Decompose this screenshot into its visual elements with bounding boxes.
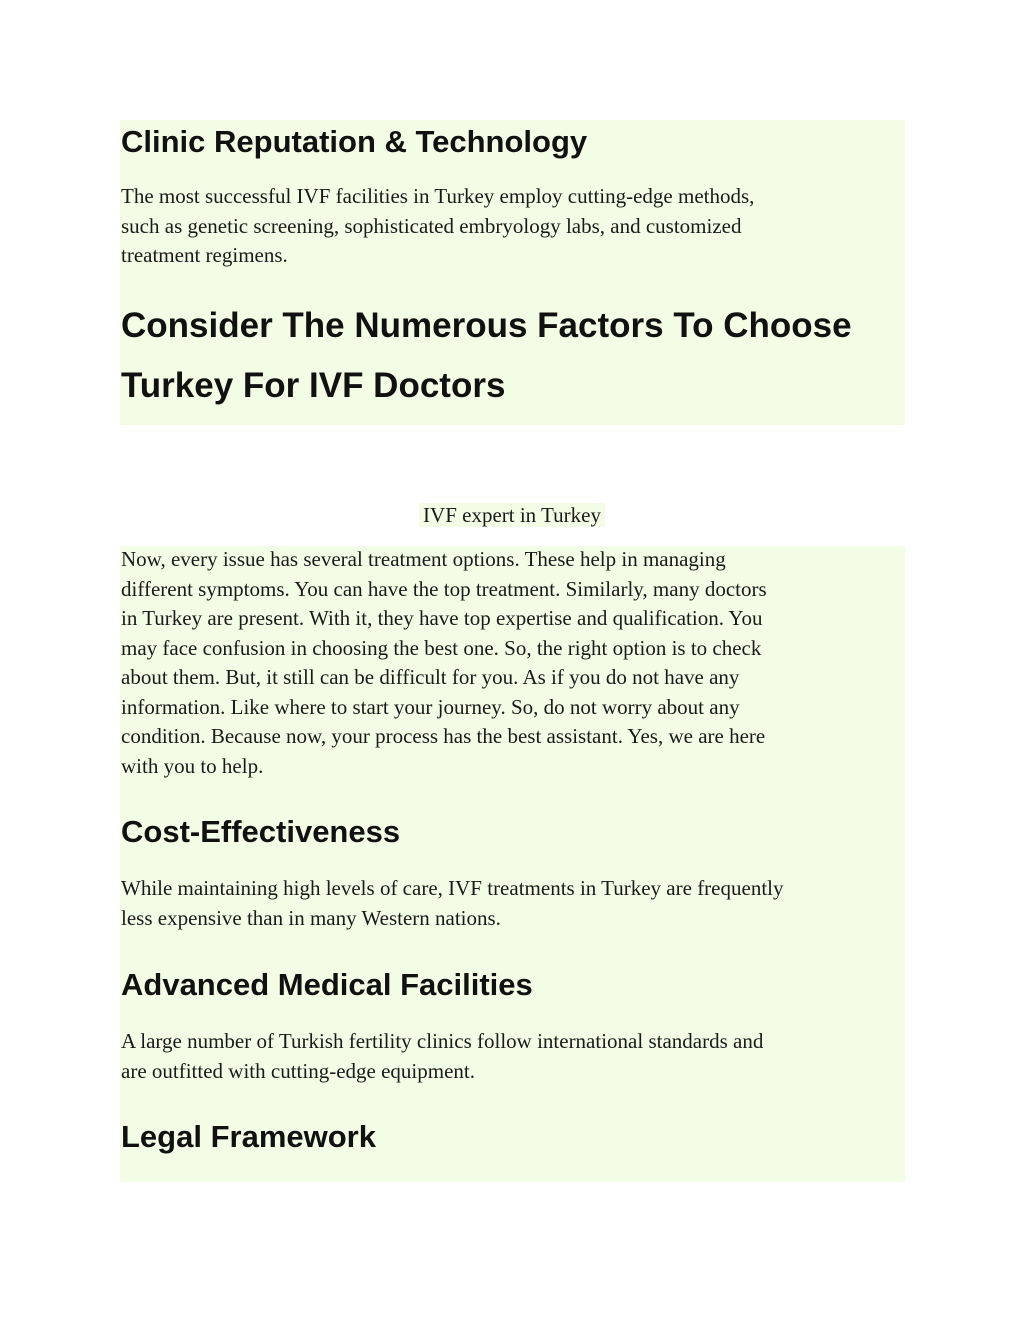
heading-cost-effectiveness: Cost-Effectiveness (121, 814, 401, 849)
text-line: different symptoms. You can have the top treatment. Similarly, many doctors (121, 576, 767, 601)
paragraph-cost-effectiveness (121, 874, 911, 933)
paragraph-intro (121, 545, 911, 781)
text-line: A large number of Turkish fertility clinics follow international standards and (121, 1029, 764, 1053)
paragraph-clinic-reputation (121, 182, 911, 271)
image-caption-text: IVF expert in Turkey (419, 503, 605, 527)
text-line: with you to help. (121, 753, 264, 778)
text-line: less expensive than in many Western nations. (121, 905, 501, 930)
paragraph-advanced-facilities (121, 1027, 911, 1086)
text-line: may face confusion in choosing the best one. So, the right option is to check (121, 635, 762, 660)
text-line: While maintaining high levels of care, IVF treatments in Turkey are frequently (121, 876, 784, 900)
image-caption (0, 501, 1024, 530)
text-line: treatment regimens. (121, 243, 288, 267)
text-line: are outfitted with cutting-edge equipment. (121, 1058, 475, 1083)
heading-legal-framework: Legal Framework (121, 1119, 376, 1154)
heading-advanced-facilities: Advanced Medical Facilities (121, 967, 533, 1002)
heading-line: Turkey For IVF Doctors (121, 366, 506, 405)
text-line: about them. But, it still can be difficult for you. As if you do not have any (121, 665, 740, 689)
text-line: such as genetic screening, sophisticated embryology labs, and customized (121, 213, 742, 238)
heading-line: Consider The Numerous Factors To Choose (121, 306, 852, 345)
text-line: information. Like where to start your journey. So, do not worry about any (121, 694, 740, 719)
heading-consider-factors (121, 296, 852, 416)
text-line: condition. Because now, your process has the best assistant. Yes, we are here (121, 724, 766, 748)
heading-clinic-reputation: Clinic Reputation & Technology (121, 124, 588, 159)
text-line: in Turkey are present. With it, they have top expertise and qualification. You (121, 606, 763, 630)
text-line: Now, every issue has several treatment options. These help in managing (121, 547, 726, 571)
text-line: The most successful IVF facilities in Turkey employ cutting-edge methods, (121, 184, 755, 208)
